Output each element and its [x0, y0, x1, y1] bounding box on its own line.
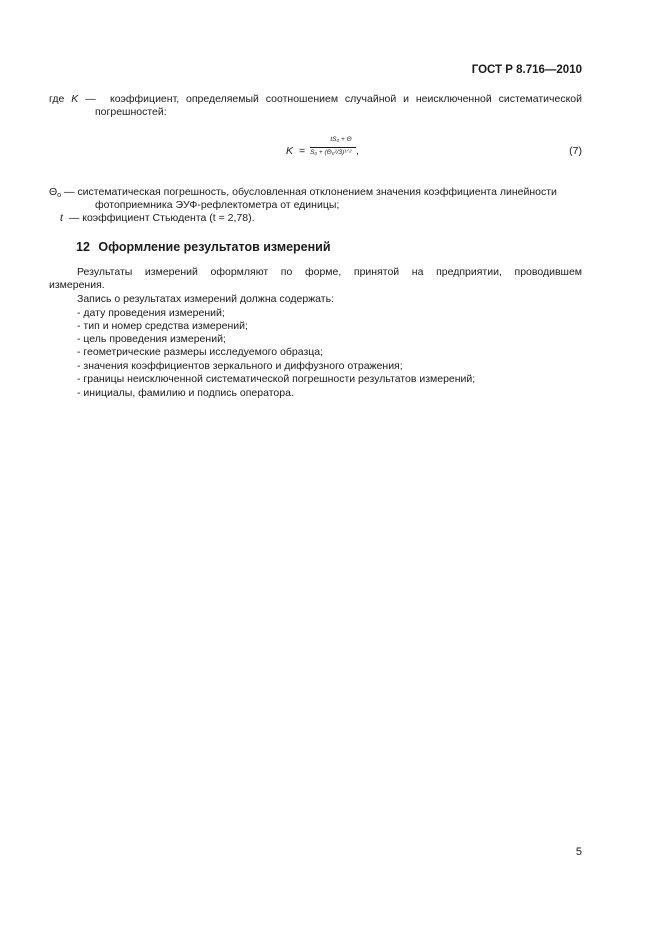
formula-trailing: , [356, 145, 359, 157]
formula-denominator: S₀ + (Θ₀²/3)¹ᐟ² [310, 149, 352, 156]
formula-7 [286, 136, 386, 162]
section-heading [76, 240, 331, 254]
where-word: где [49, 93, 65, 105]
page-number: 5 [575, 846, 582, 858]
list-item: - инициалы, фамилию и подпись оператора. [77, 387, 294, 399]
list-item: - тип и номер средства измерений; [77, 320, 248, 332]
list-item: - границы неисключенной систематической погрешности результатов измерений; [77, 373, 476, 385]
formula-number: (7) [569, 145, 582, 157]
t-symbol: t [60, 212, 63, 224]
theta-definition-line2: фотоприемника ЭУФ-рефлектометра от единицы; [95, 199, 340, 211]
k-definition-line2: погрешностей: [95, 106, 167, 118]
paragraph-1-line1: Результаты измерений оформляют по форме, принятой на предприятии, проводившем [77, 266, 582, 278]
formula-numerator: tS₀ + Θ [330, 136, 352, 143]
document-id-header: ГОСТ Р 8.716—2010 [471, 64, 582, 76]
theta-text-line1: — систематическая погрешность, обусловленная отклонением значения коэффициента линейности [64, 186, 557, 198]
list-item: - значения коэффициентов зеркального и диффузного отражения; [77, 360, 403, 372]
list-item: - дату проведения измерений; [77, 307, 225, 319]
k-definition-line1: коэффициент, определяемый соотношением случайной и неисключенной систематической [110, 93, 582, 105]
list-item: - цель проведения измерений; [77, 333, 226, 345]
t-definition [60, 211, 255, 225]
t-text: — коэффициент Стьюдента (t = 2,78). [68, 212, 255, 224]
section-title: Оформление результатов измерений [98, 240, 331, 254]
theta-subscript: о [57, 192, 62, 199]
formula-equals: = [299, 145, 306, 157]
paragraph-2: Запись о результатах измерений должна содержать: [77, 293, 334, 305]
where-prefix [49, 92, 96, 106]
k-symbol: K [71, 93, 79, 105]
list-item: - геометрические размеры исследуемого образца; [77, 346, 324, 358]
theta-symbol: Θ [49, 186, 58, 198]
k-dash: — [85, 93, 96, 105]
formula-lhs: K [286, 145, 294, 157]
section-number: 12 [76, 240, 90, 254]
paragraph-1-line2: измерения. [49, 279, 105, 291]
